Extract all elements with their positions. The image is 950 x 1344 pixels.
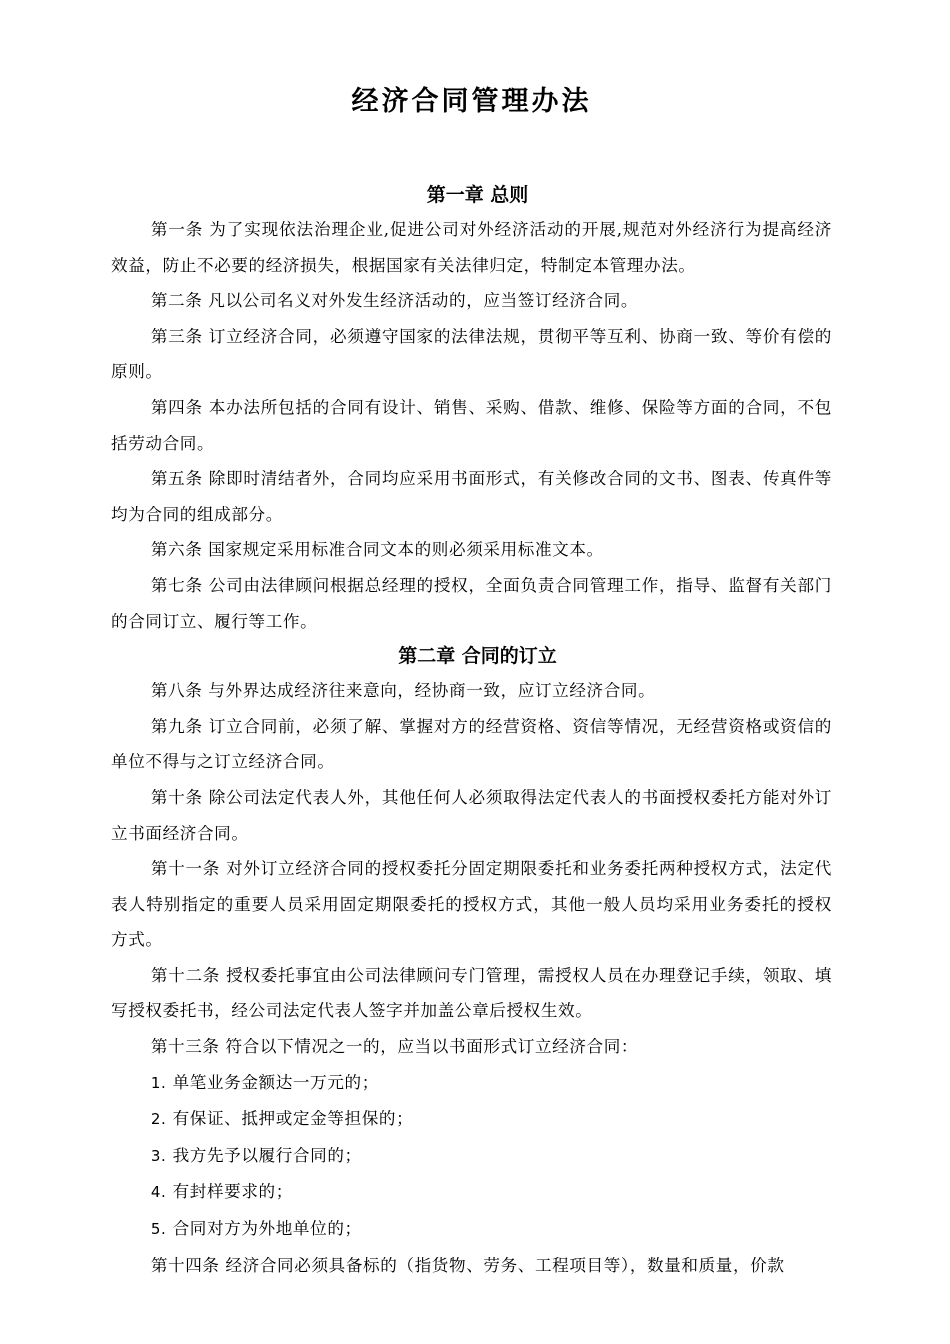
list-number: 5.: [150, 1220, 167, 1239]
list-text: 我方先予以履行合同的；: [172, 1145, 362, 1165]
article-paragraph: 第十一条 对外订立经济合同的授权委托分固定期限委托和业务委托两种授权方式，法定代表人特别指定的重要人员采用固定期限委托的授权方式，其他一般人员均采用业务委托的授权方式。: [111, 859, 832, 950]
list-item: [111, 1211, 832, 1248]
list-number: 4.: [150, 1183, 167, 1202]
list-number: 2.: [150, 1110, 167, 1129]
list-item: [111, 1101, 832, 1138]
article-paragraph: 第十条 除公司法定代表人外，其他任何人必须取得法定代表人的书面授权委托方能对外订立书面经济合同。: [111, 787, 832, 843]
article-paragraph: 第六条 国家规定采用标准合同文本的则必须采用标准文本。: [150, 540, 604, 560]
article-paragraph: 第一条 为了实现依法治理企业,促进公司对外经济活动的开展,规范对外经济行为提高经济效益，防止不必要的经济损失，根据国家有关法律归定，特制定本管理办法。: [111, 220, 832, 275]
document-title: 经济合同管理办法: [351, 86, 592, 117]
article-paragraph: 第十四条 经济合同必须具备标的（指货物、劳务、工程项目等），数量和质量，价款: [150, 1255, 785, 1275]
chapter-heading: 第二章 合同的订立: [398, 645, 557, 668]
article-paragraph: 第十三条 符合以下情况之一的，应当以书面形式订立经济合同：: [150, 1037, 639, 1057]
list-number: 3.: [150, 1146, 167, 1165]
article-paragraph: 第三条 订立经济合同，必须遵守国家的法律法规，贯彻平等互利、协商一致、等价有偿的原则。: [111, 326, 832, 382]
article-paragraph: 第九条 订立合同前，必须了解、掌握对方的经营资格、资信等情况，无经营资格或资信的单位不得与之订立经济合同。: [111, 716, 832, 772]
article-paragraph: 第五条 除即时清结者外，合同均应采用书面形式，有关修改合同的文书、图表、传真件等均为合同的组成部分。: [111, 469, 832, 524]
article-paragraph: 第七条 公司由法律顾问根据总经理的授权，全面负责合同管理工作，指导、监督有关部门的合同订立、履行等工作。: [111, 575, 832, 631]
article-paragraph: 第十二条 授权委托事宜由公司法律顾问专门管理，需授权人员在办理登记手续，领取、填写授权委托书，经公司法定代表人签字并加盖公章后授权生效。: [111, 965, 832, 1021]
article-paragraph: 第四条 本办法所包括的合同有设计、销售、采购、借款、维修、保险等方面的合同，不包括劳动合同。: [111, 397, 832, 453]
list-text: 合同对方为外地单位的；: [172, 1219, 362, 1239]
list-item: [111, 1174, 832, 1211]
chapter-heading: 第一章 总则: [426, 184, 529, 206]
list-item: [111, 1138, 832, 1175]
list-item: [111, 1065, 832, 1102]
list-text: 单笔业务金额达一万元的；: [172, 1072, 379, 1092]
article-paragraph: 第二条 凡以公司名义对外发生经济活动的，应当签订经济合同。: [150, 291, 639, 311]
list-number: 1.: [150, 1073, 167, 1092]
list-text: 有保证、抵押或定金等担保的；: [172, 1109, 414, 1129]
list-text: 有封样要求的；: [172, 1182, 293, 1202]
article-paragraph: 第八条 与外界达成经济往来意向，经协商一致，应订立经济合同。: [150, 681, 656, 701]
